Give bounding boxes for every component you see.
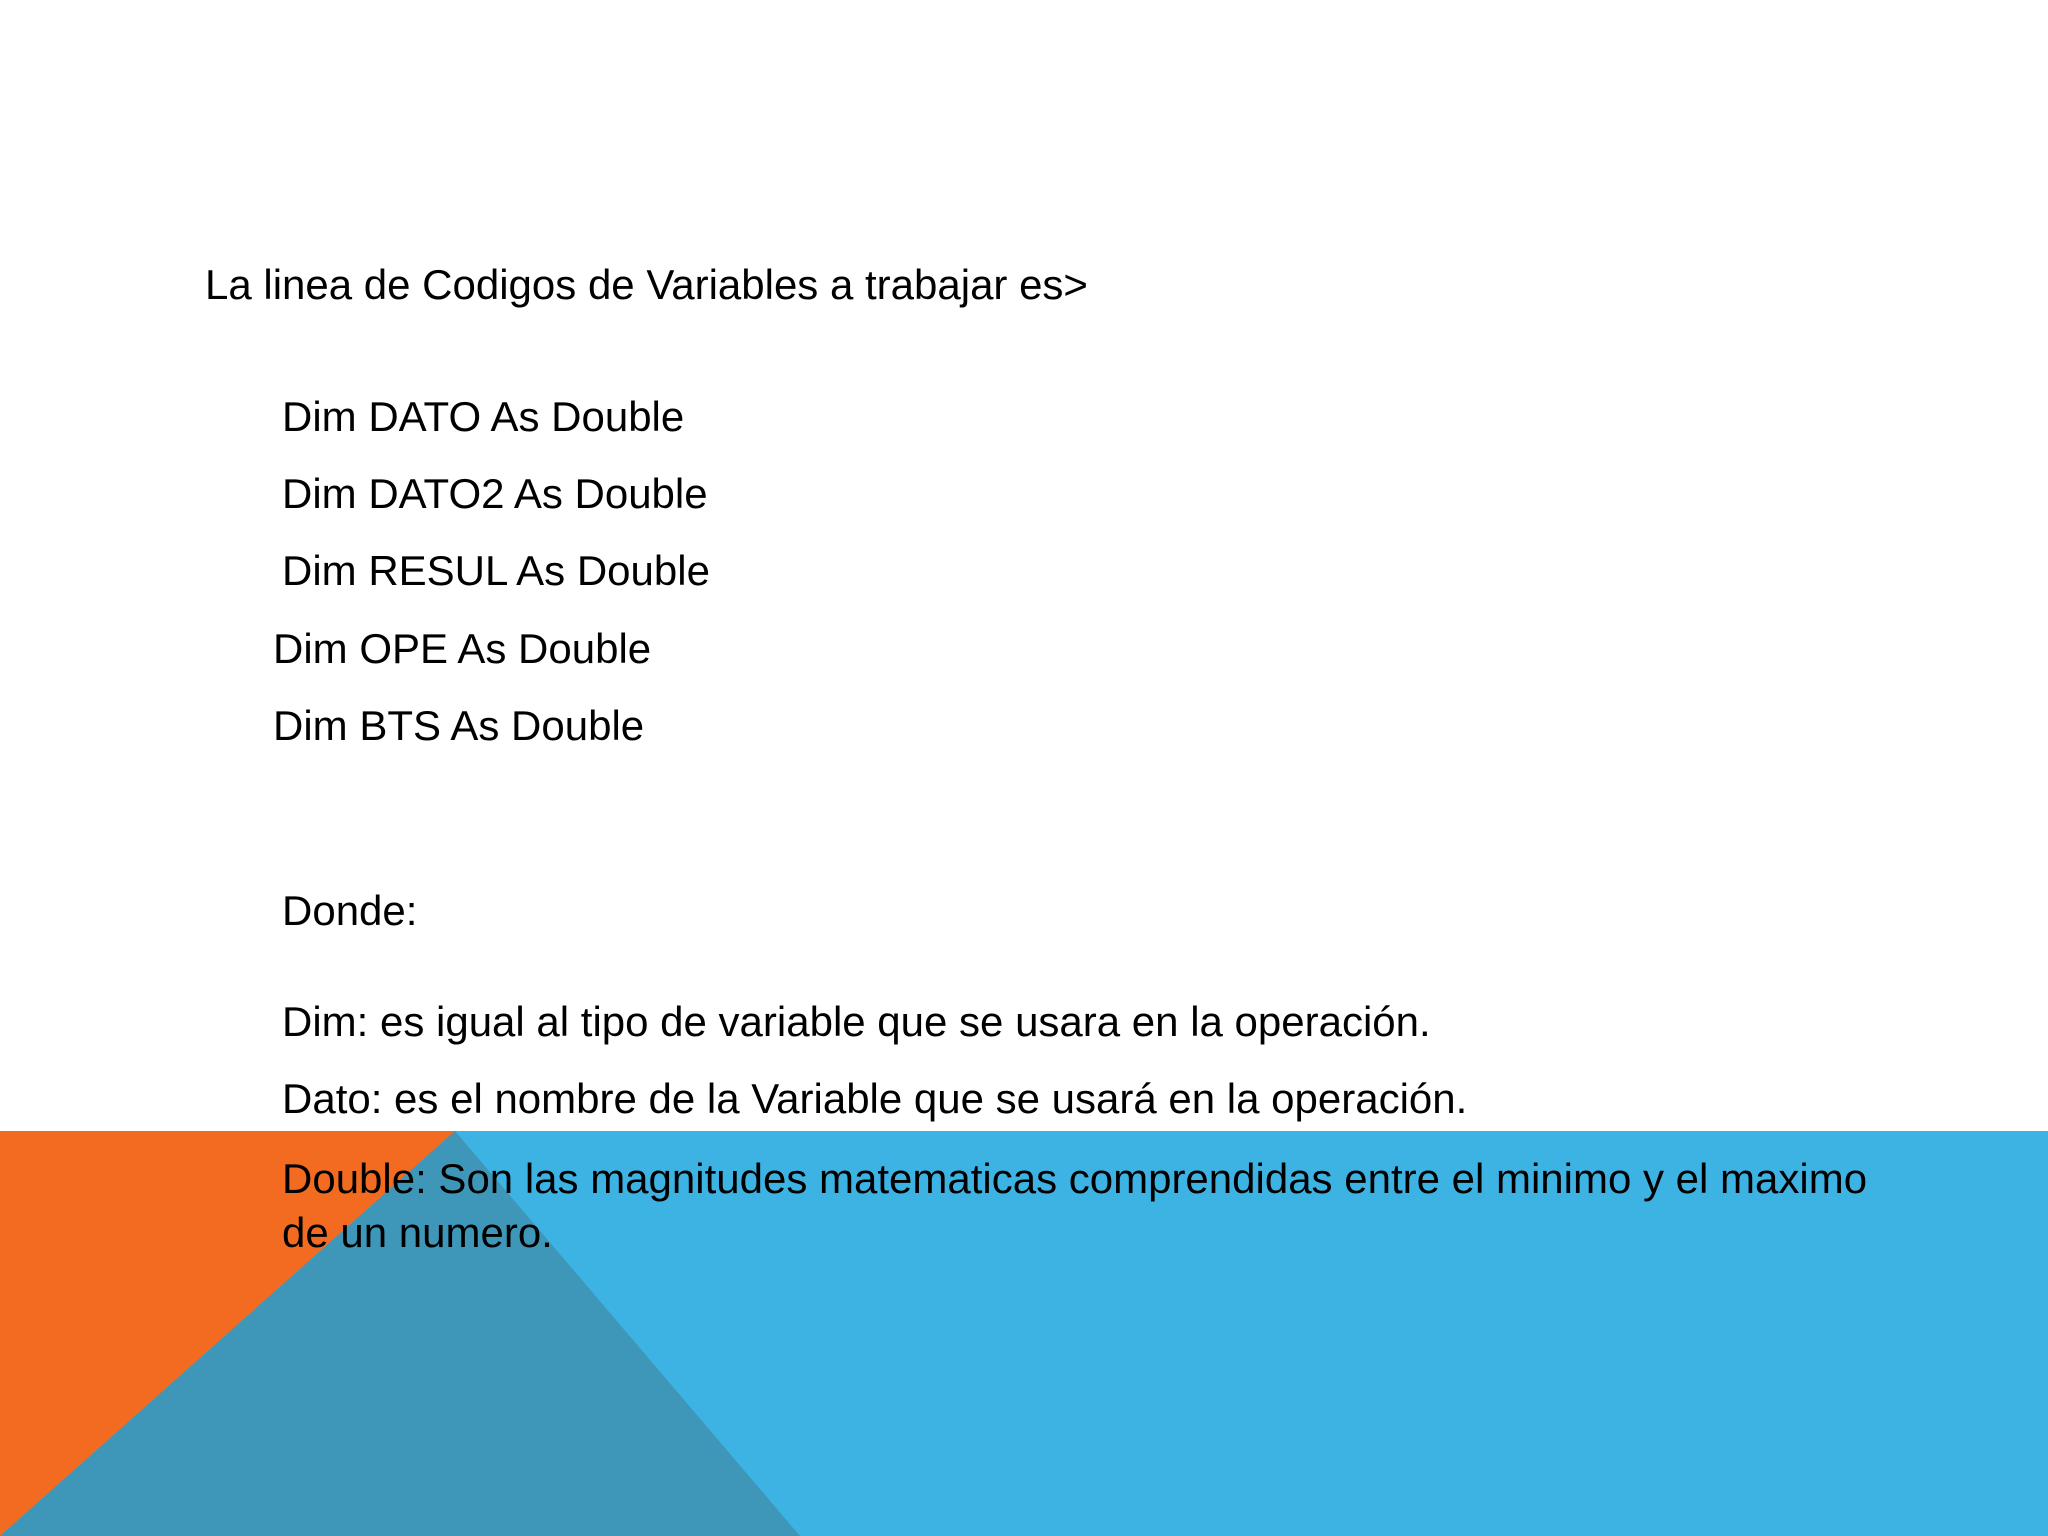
code-line-ope: Dim OPE As Double — [273, 625, 652, 672]
definition-dato: Dato: es el nombre de la Variable que se usará en la operación. — [282, 1075, 1468, 1122]
definition-double: Double: Son las magnitudes matematicas comprendidas entre el minimo y el maximo de un numero. — [282, 1155, 1868, 1256]
slide-heading: La linea de Codigos de Variables a trabajar es> — [205, 261, 1088, 308]
donde-label: Donde: — [282, 887, 418, 934]
definition-dim: Dim: es igual al tipo de variable que se usara en la operación. — [282, 998, 1431, 1045]
code-line-resul: Dim RESUL As Double — [282, 547, 710, 594]
code-line-dato2: Dim DATO2 As Double — [282, 470, 708, 517]
code-line-dato: Dim DATO As Double — [282, 393, 685, 440]
code-line-bts: Dim BTS As Double — [273, 702, 645, 749]
